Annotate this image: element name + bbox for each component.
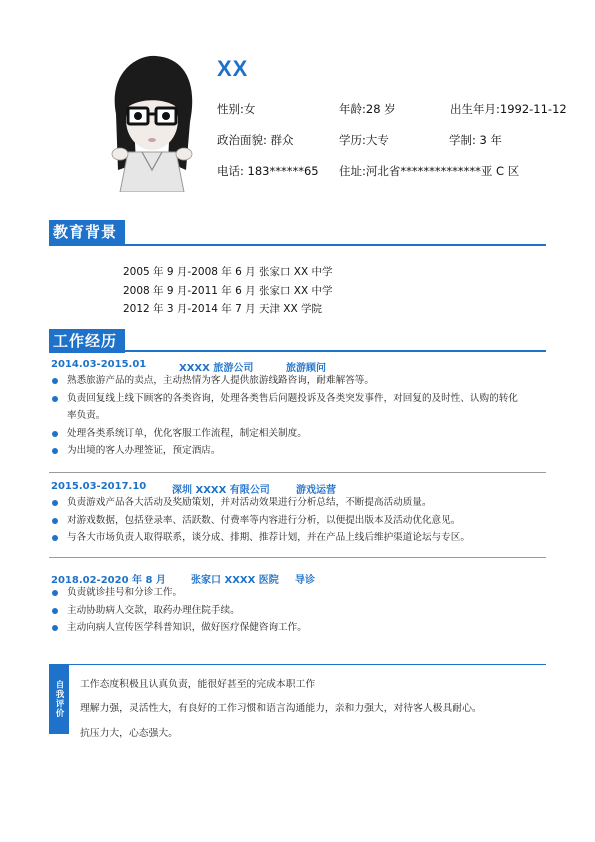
- list-item: 主动向病人宣传医学科普知识，做好医疗保健咨询工作。: [49, 619, 519, 637]
- list-item: 负责就诊挂号和分诊工作。: [49, 584, 519, 602]
- age-value: 28 岁: [365, 102, 396, 116]
- list-item: 对游戏数据，包括登录率、活跃数、付费率等内容进行分析，以便提出版本及活动优化意见。: [49, 512, 519, 530]
- phone-value: 183******65: [247, 164, 319, 178]
- address-value: 河北省**************亚 C 区: [365, 164, 520, 178]
- politics-value: 群众: [270, 133, 294, 147]
- study-length-value: 3 年: [479, 133, 503, 147]
- job-period: 2014.03-2015.01: [51, 359, 147, 370]
- phone-field: [217, 163, 319, 179]
- education-item: 2012 年 3 月-2014 年 7 月 天津 XX 学院: [123, 303, 323, 315]
- birth-label: 出生年月:: [450, 102, 500, 116]
- job-divider: [49, 472, 546, 473]
- self-eval-label: 自我评价: [49, 664, 69, 734]
- job-company: 张家口 XXXX 医院: [191, 575, 279, 586]
- study-length-field: [449, 132, 502, 148]
- self-eval-line: 工作态度积极且认真负责，能很好甚至的完成本职工作: [80, 679, 316, 690]
- resume-name: XX: [217, 56, 249, 81]
- list-item: 为出境的客人办理签证，预定酒店。: [49, 442, 519, 460]
- job-duties: [49, 584, 519, 637]
- address-label: 住址:: [339, 164, 366, 178]
- list-item: 主动协助病人交款，取药办理住院手续。: [49, 602, 519, 620]
- work-section-title: 工作经历: [49, 329, 125, 353]
- self-eval-top-line: [49, 664, 546, 665]
- politics-field: [217, 132, 294, 148]
- job-period: 2018.02-2020 年 8 月: [51, 575, 166, 586]
- job-company: 深圳 XXXX 有限公司: [172, 485, 270, 496]
- age-label: 年龄:: [339, 102, 366, 116]
- politics-label: 政治面貌:: [217, 133, 267, 147]
- education-section-title: 教育背景: [49, 220, 125, 244]
- education-divider: [49, 244, 546, 246]
- self-eval-line: 抗压力大，心态强大。: [80, 728, 178, 739]
- list-item: 负责游戏产品各大活动及奖励策划，并对活动效果进行分析总结，不断提高活动质量。: [49, 494, 519, 512]
- birth-value: 1992-11-12: [499, 102, 567, 116]
- birth-field: [450, 101, 567, 117]
- job-position: 游戏运营: [296, 485, 336, 496]
- gender-field: 性别:女: [217, 102, 256, 116]
- address-field: [339, 163, 519, 179]
- list-item: 负责回复线上线下顾客的各类咨询，处理各类售后问题投诉及各类突发事件，对回复的及时性、认购的转化率负责。: [49, 390, 519, 425]
- job-position: 导诊: [295, 575, 315, 586]
- list-item: 处理各类系统订单，优化客服工作流程，制定相关制度。: [49, 425, 519, 443]
- education-level-field: 学历:大专: [339, 133, 389, 147]
- age-field: [339, 101, 396, 117]
- job-duties: [49, 372, 519, 460]
- self-eval-line: 理解力强，灵活性大，有良好的工作习惯和语言沟通能力，亲和力强大，对待客人极具耐心。: [80, 703, 482, 714]
- job-duties: [49, 494, 519, 547]
- education-item: 2005 年 9 月-2008 年 6 月 张家口 XX 中学: [123, 266, 333, 278]
- education-item: 2008 年 9 月-2011 年 6 月 张家口 XX 中学: [123, 285, 333, 297]
- list-item: 熟悉旅游产品的卖点，主动热情为客人提供旅游线路咨询，耐难解答等。: [49, 372, 519, 390]
- work-divider: [49, 350, 546, 352]
- phone-label: 电话:: [217, 164, 244, 178]
- list-item: 与各大市场负责人取得联系，谈分成、排期、推荐计划，并在产品上线后维护渠道论坛与专区。: [49, 529, 519, 547]
- job-period: 2015.03-2017.10: [51, 481, 147, 492]
- job-position: 旅游顾问: [286, 363, 326, 374]
- profile-avatar: [98, 52, 204, 192]
- study-length-label: 学制:: [449, 133, 476, 147]
- job-company: XXXX 旅游公司: [179, 363, 254, 374]
- job-divider: [49, 557, 546, 558]
